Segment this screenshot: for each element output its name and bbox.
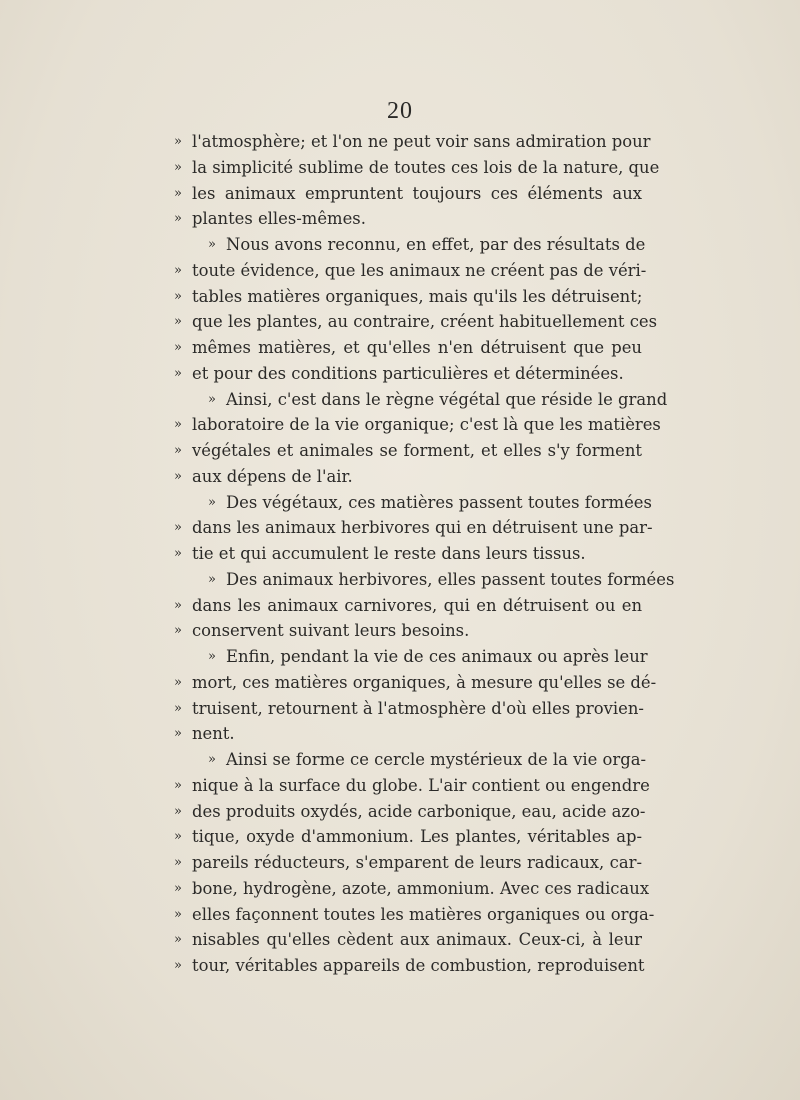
text-line bbox=[174, 412, 661, 438]
text-line bbox=[192, 387, 668, 413]
text-line bbox=[174, 618, 642, 644]
text-line bbox=[174, 129, 651, 155]
quote-mark: » bbox=[174, 777, 182, 793]
text-line bbox=[174, 773, 650, 799]
line-text: des produits oxydés, acide carbonique, eau, acide azo- bbox=[192, 801, 646, 821]
line-text: Enfin, pendant la vie de ces animaux ou après leur bbox=[226, 647, 648, 666]
line-text: bone, hydrogène, azote, ammonium. Avec ces radicaux bbox=[192, 878, 650, 898]
line-text: nisables qu'elles cèdent aux animaux. Ceux-ci, à leur bbox=[192, 930, 642, 950]
body-text bbox=[174, 129, 675, 979]
text-line bbox=[174, 670, 657, 696]
quote-mark: » bbox=[174, 340, 182, 355]
quote-mark: » bbox=[174, 417, 182, 433]
quote-mark: » bbox=[174, 803, 182, 819]
quote-mark: » bbox=[174, 443, 182, 458]
line-text: conservent suivant leurs besoins. bbox=[192, 621, 470, 641]
line-text: végétales et animales se forment, et elles s'y forment bbox=[192, 441, 642, 460]
line-text: la simplicité sublime de toutes ces lois de la nature, que bbox=[192, 157, 660, 177]
quote-mark: » bbox=[208, 649, 216, 664]
text-line bbox=[192, 747, 647, 773]
line-text: nent. bbox=[192, 724, 235, 744]
page-number: 20 bbox=[387, 98, 413, 124]
quote-mark: » bbox=[174, 700, 182, 716]
quote-mark: » bbox=[174, 958, 182, 973]
line-text: dans les animaux herbivores qui en détruisent une par- bbox=[192, 518, 653, 538]
text-line bbox=[174, 335, 642, 361]
line-text: laboratoire de la vie organique; c'est là que les matières bbox=[192, 415, 661, 435]
text-line bbox=[174, 876, 650, 902]
quote-mark: » bbox=[208, 391, 216, 407]
line-text: mort, ces matières organiques, à mesure qu'elles se dé- bbox=[192, 672, 657, 692]
quote-mark: » bbox=[174, 829, 182, 845]
text-line bbox=[174, 593, 642, 619]
quote-mark: » bbox=[174, 855, 182, 870]
line-text: les animaux empruntent toujours ces éléments aux bbox=[192, 183, 642, 203]
text-line bbox=[174, 155, 660, 181]
line-text: Ainsi, c'est dans le règne végétal que réside le grand bbox=[226, 389, 668, 409]
text-line bbox=[174, 309, 657, 335]
quote-mark: » bbox=[174, 906, 182, 922]
text-line bbox=[192, 232, 646, 258]
line-text: que les plantes, au contraire, créent habituellement ces bbox=[192, 312, 657, 332]
line-text: mêmes matières, et qu'elles n'en détruisent que peu bbox=[192, 338, 642, 357]
quote-mark: » bbox=[174, 520, 182, 536]
text-line bbox=[174, 541, 642, 567]
quote-mark: » bbox=[208, 494, 216, 510]
text-line bbox=[174, 902, 655, 928]
text-line bbox=[174, 438, 642, 464]
text-line bbox=[174, 258, 647, 284]
text-line bbox=[174, 284, 643, 310]
line-text: tie et qui accumulent le reste dans leurs tissus. bbox=[192, 544, 586, 563]
text-line bbox=[174, 927, 642, 953]
text-line bbox=[174, 696, 644, 722]
quote-mark: » bbox=[174, 314, 182, 330]
line-text: et pour des conditions particulières et déterminées. bbox=[192, 363, 624, 383]
line-text: aux dépens de l'air. bbox=[192, 466, 353, 486]
text-line bbox=[174, 515, 653, 541]
quote-mark: » bbox=[174, 365, 182, 381]
quote-mark: » bbox=[174, 262, 182, 278]
text-line bbox=[174, 799, 646, 825]
line-text: toute évidence, que les animaux ne créent pas de véri- bbox=[192, 260, 647, 280]
line-text: Ainsi se forme ce cercle mystérieux de la vie orga- bbox=[226, 750, 647, 769]
quote-mark: » bbox=[174, 159, 182, 175]
text-line bbox=[174, 181, 642, 207]
quote-mark: » bbox=[174, 546, 182, 561]
text-line bbox=[174, 464, 642, 490]
quote-mark: » bbox=[174, 134, 182, 149]
line-text: dans les animaux carnivores, qui en détruisent ou en bbox=[192, 595, 642, 615]
quote-mark: » bbox=[174, 288, 182, 304]
line-text: l'atmosphère; et l'on ne peut voir sans admiration pour bbox=[192, 132, 651, 151]
quote-mark: » bbox=[208, 571, 216, 587]
quote-mark: » bbox=[174, 211, 182, 227]
quote-mark: » bbox=[174, 185, 182, 201]
line-text: tables matières organiques, mais qu'ils les détruisent; bbox=[192, 286, 643, 306]
line-text: plantes elles-mêmes. bbox=[192, 209, 366, 229]
text-line bbox=[174, 850, 642, 876]
quote-mark: » bbox=[208, 237, 216, 252]
text-line bbox=[174, 824, 642, 850]
text-line bbox=[174, 953, 645, 979]
line-text: Des végétaux, ces matières passent toutes formées bbox=[226, 492, 652, 512]
line-text: nique à la surface du globe. L'air contient ou engendre bbox=[192, 775, 650, 795]
quote-mark: » bbox=[174, 932, 182, 948]
quote-mark: » bbox=[174, 880, 182, 896]
quote-mark: » bbox=[174, 597, 182, 613]
quote-mark: » bbox=[174, 726, 182, 742]
line-text: elles façonnent toutes les matières organiques ou orga- bbox=[192, 904, 655, 924]
text-line bbox=[174, 206, 642, 232]
text-line bbox=[192, 490, 652, 516]
line-text: Nous avons reconnu, en effet, par des résultats de bbox=[226, 235, 646, 254]
text-line bbox=[174, 361, 642, 387]
text-line bbox=[192, 644, 648, 670]
text-line bbox=[192, 567, 675, 593]
line-text: truisent, retournent à l'atmosphère d'où elles provien- bbox=[192, 698, 644, 718]
quote-mark: » bbox=[208, 752, 216, 767]
quote-mark: » bbox=[174, 468, 182, 484]
quote-mark: » bbox=[174, 623, 182, 639]
text-line bbox=[174, 721, 642, 747]
quote-mark: » bbox=[174, 674, 182, 690]
line-text: tour, véritables appareils de combustion, reproduisent bbox=[192, 956, 645, 975]
line-text: tique, oxyde d'ammonium. Les plantes, véritables ap- bbox=[192, 827, 642, 847]
line-text: pareils réducteurs, s'emparent de leurs radicaux, car- bbox=[192, 853, 642, 872]
line-text: Des animaux herbivores, elles passent toutes formées bbox=[226, 569, 675, 589]
